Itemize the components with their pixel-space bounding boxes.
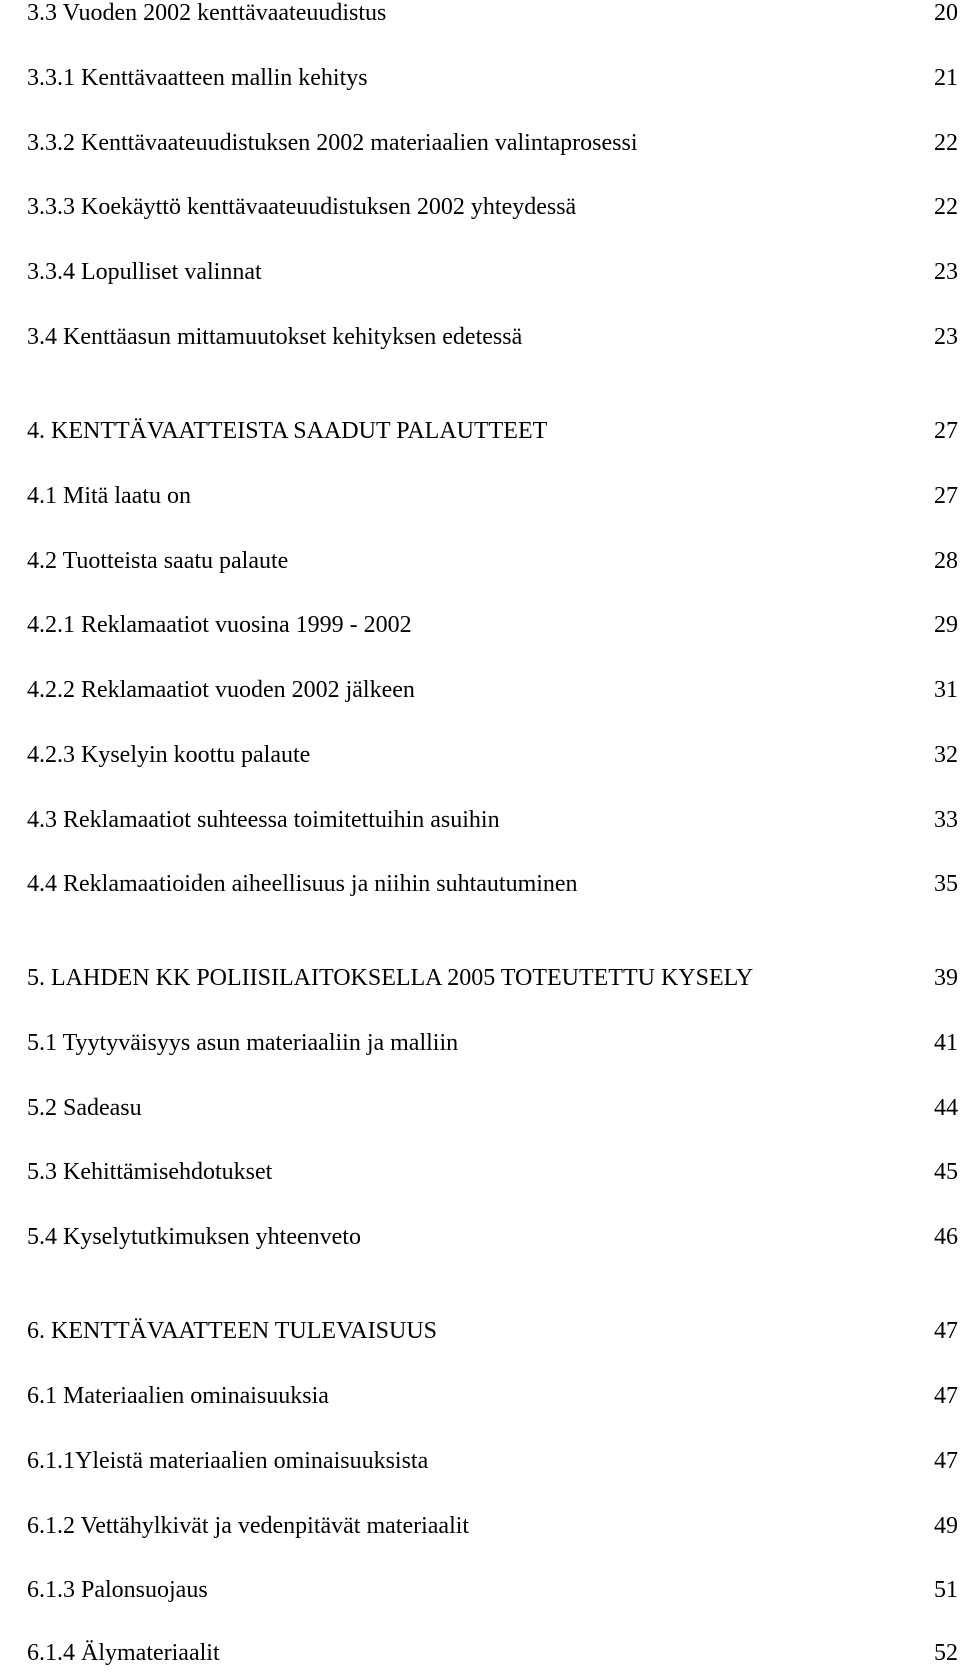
toc-entry-page: 47 <box>934 1318 958 1344</box>
toc-entry <box>27 605 960 645</box>
toc-entry-page: 33 <box>934 807 958 833</box>
toc-entry-title: 4.2.3 Kyselyin koottu palaute <box>27 742 311 768</box>
toc-entry-title: 4.1 Mitä laatu on <box>27 483 191 509</box>
toc-entry-page: 47 <box>934 1383 958 1409</box>
toc-entry-title: 4.4 Reklamaatioiden aiheellisuus ja niihin suhtautuminen <box>27 871 578 897</box>
toc-entry <box>27 1217 960 1257</box>
toc-entry <box>27 541 960 581</box>
toc-entry-title: 5.3 Kehittämisehdotukset <box>27 1159 273 1185</box>
toc-entry-page: 46 <box>934 1224 958 1250</box>
toc-entry <box>27 476 960 516</box>
toc-entry <box>27 735 960 775</box>
toc-entry <box>27 958 960 998</box>
toc-entry-title: 6.1.1Yleistä materiaalien ominaisuuksista <box>27 1448 429 1474</box>
toc-entry-page: 20 <box>934 0 958 26</box>
toc-entry <box>27 0 960 33</box>
toc-entry-page: 39 <box>934 965 958 991</box>
toc-entry-title: 6.1.3 Palonsuojaus <box>27 1577 208 1603</box>
toc-entry-title: 3.3.4 Lopulliset valinnat <box>27 259 262 285</box>
toc-entry-title: 3.3 Vuoden 2002 kenttävaateuudistus <box>27 0 387 26</box>
toc-entry-title: 4.2 Tuotteista saatu palaute <box>27 548 289 574</box>
toc-entry-page: 31 <box>934 677 958 703</box>
toc-entry <box>27 670 960 710</box>
toc-entry-page: 29 <box>934 612 958 638</box>
toc-entry-page: 47 <box>934 1448 958 1474</box>
toc-entry-page: 32 <box>934 742 958 768</box>
toc-entry-page: 52 <box>934 1640 958 1666</box>
toc-entry <box>27 800 960 840</box>
toc-entry-page: 27 <box>934 483 958 509</box>
toc-entry-page: 49 <box>934 1513 958 1539</box>
toc-entry <box>27 1506 960 1546</box>
toc-entry-page: 22 <box>934 130 958 156</box>
toc-entry <box>27 411 960 451</box>
toc-entry-title: 4.2.1 Reklamaatiot vuosina 1999 - 2002 <box>27 612 412 638</box>
toc-entry <box>27 252 960 292</box>
toc-entry <box>27 1570 960 1610</box>
toc-entry <box>27 317 960 357</box>
toc-entry <box>27 1088 960 1128</box>
toc-entry-title: 3.3.1 Kenttävaatteen mallin kehitys <box>27 65 368 91</box>
toc-entry <box>27 1376 960 1416</box>
toc-entry-page: 23 <box>934 324 958 350</box>
toc-entry-page: 28 <box>934 548 958 574</box>
toc-entry-title: 6. KENTTÄVAATTEEN TULEVAISUUS <box>27 1318 437 1344</box>
toc-entry <box>27 1152 960 1192</box>
toc-entry-title: 3.3.3 Koekäyttö kenttävaateuudistuksen 2002 yhteydessä <box>27 194 577 220</box>
toc-entry-title: 4.2.2 Reklamaatiot vuoden 2002 jälkeen <box>27 677 415 703</box>
toc-entry-page: 23 <box>934 259 958 285</box>
toc-entry-page: 27 <box>934 418 958 444</box>
toc-entry-title: 5.4 Kyselytutkimuksen yhteenveto <box>27 1224 361 1250</box>
toc-entry-title: 6.1.2 Vettähylkivät ja vedenpitävät materiaalit <box>27 1513 470 1539</box>
toc-entry-page: 45 <box>934 1159 958 1185</box>
toc-entry-title: 3.4 Kenttäasun mittamuutokset kehityksen edetessä <box>27 324 523 350</box>
toc-entry <box>27 1441 960 1481</box>
toc-entry-page: 22 <box>934 194 958 220</box>
toc-entry-title: 6.1.4 Älymateriaalit <box>27 1640 220 1666</box>
toc-entry <box>27 864 960 904</box>
toc-entry-title: 6.1 Materiaalien ominaisuuksia <box>27 1383 329 1409</box>
toc-entry-title: 5.2 Sadeasu <box>27 1095 142 1121</box>
toc-entry-page: 51 <box>934 1577 958 1603</box>
toc-entry-title: 3.3.2 Kenttävaateuudistuksen 2002 materiaalien valintaprosessi <box>27 130 638 156</box>
toc-entry <box>27 1311 960 1351</box>
toc-entry <box>27 187 960 227</box>
toc-entry-title: 4.3 Reklamaatiot suhteessa toimitettuihin asuihin <box>27 807 500 833</box>
toc-entry-page: 41 <box>934 1030 958 1056</box>
toc-entry-page: 44 <box>934 1095 958 1121</box>
toc-entry <box>27 1023 960 1063</box>
toc-entry-title: 5.1 Tyytyväisyys asun materiaaliin ja malliin <box>27 1030 459 1056</box>
toc-entry-page: 21 <box>934 65 958 91</box>
toc-entry <box>27 1633 960 1673</box>
toc-entry-title: 5. LAHDEN KK POLIISILAITOKSELLA 2005 TOTEUTETTU KYSELY <box>27 965 754 991</box>
toc-entry <box>27 123 960 163</box>
toc-entry-title: 4. KENTTÄVAATTEISTA SAADUT PALAUTTEET <box>27 418 548 444</box>
toc-entry-page: 35 <box>934 871 958 897</box>
toc-entry <box>27 58 960 98</box>
